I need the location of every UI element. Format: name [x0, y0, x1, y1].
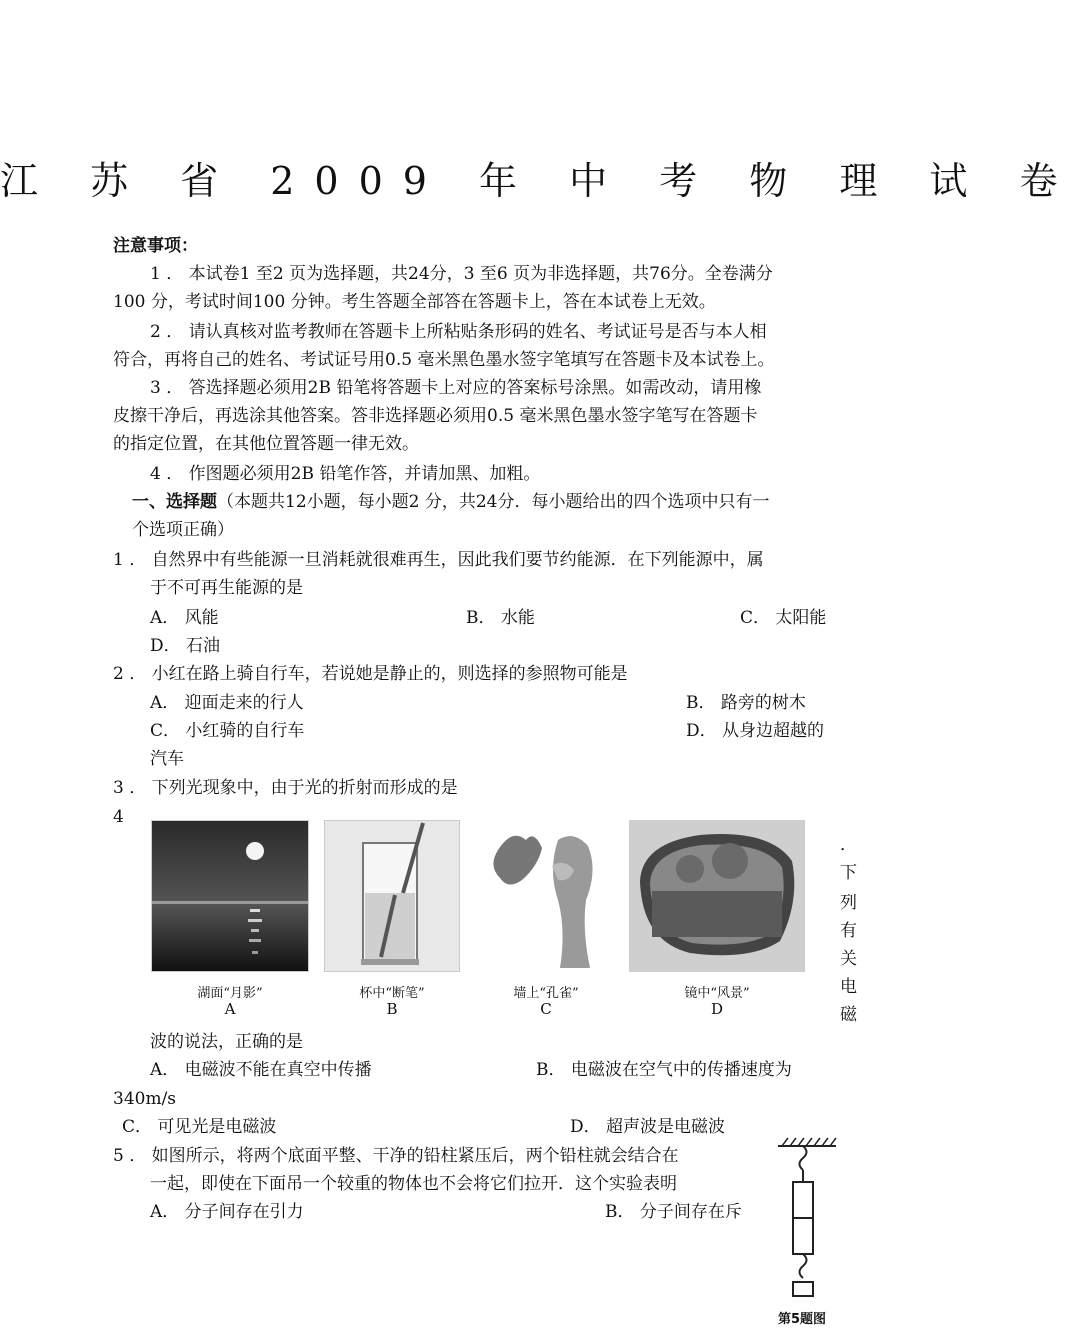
- q4-vertical-char: 关: [840, 949, 857, 969]
- notice-line: 1 ． 本试卷1 至2 页为选择题，共24分，3 至6 页为非选择题，共76分。全卷满分: [150, 264, 773, 284]
- section-desc-2: 个选项正确）: [132, 520, 234, 540]
- q3-label-a: A: [224, 1000, 236, 1018]
- q1-option-a: A． 风能: [150, 608, 219, 628]
- q5-option-b: B． 分子间存在斥: [605, 1202, 742, 1222]
- notice-line: 100 分，考试时间100 分钟。考生答题全部答在答题卡上，答在本试卷上无效。: [113, 292, 716, 312]
- q4-option-a: A． 电磁波不能在真空中传播: [150, 1060, 372, 1080]
- q2-option-d-cont: 汽车: [150, 749, 184, 769]
- q5-figure-lead-cylinders: [776, 1136, 838, 1304]
- image-glass-pen: [324, 820, 460, 972]
- notice-heading: 注意事项：: [113, 236, 198, 256]
- q4-option-d: D． 超声波是电磁波: [570, 1117, 726, 1137]
- image-lake-moon: [151, 820, 309, 972]
- notice-line: 4 ． 作图题必须用2B 铅笔作答，并请加黑、加粗。: [150, 464, 541, 484]
- q2-option-c: C． 小红骑的自行车: [150, 721, 305, 741]
- notice-line: 3 ． 答选择题必须用2B 铅笔将答题卡上对应的答案标号涂黑。如需改动，请用橡: [150, 378, 762, 398]
- q4-option-b-cont: 340m/s: [113, 1089, 177, 1109]
- q4-vertical-char: 有: [840, 921, 857, 941]
- image-car-mirror: [629, 820, 805, 972]
- q3-label-c: C: [540, 1000, 552, 1018]
- q4-vertical-char: 下: [840, 863, 857, 883]
- q4-vertical-char: 电: [840, 977, 857, 997]
- q1-stem-2: 于不可再生能源的是: [150, 578, 303, 598]
- notice-line: 2 ． 请认真核对监考教师在答题卡上所粘贴条形码的姓名、考试证号是否与本人相: [150, 322, 767, 342]
- page-title: 江 苏 省 2009 年 中 考 物 理 试 卷: [0, 159, 1078, 203]
- q3-caption-d: 镜中“风景”: [684, 986, 750, 1001]
- notice-line: 符合，再将自己的姓名、考试证号用0.5 毫米黑色墨水签字笔填写在答题卡及本试卷上。: [113, 350, 775, 370]
- q4-vertical-char: 磁: [840, 1005, 857, 1025]
- section-heading: [132, 488, 769, 516]
- q5-stem-2: 一起，即使在下面吊一个较重的物体也不会将它们拉开．这个实验表明: [150, 1174, 677, 1194]
- section-desc: （本题共12小题，每小题2 分，共24分．每小题给出的四个选项中只有一: [217, 492, 770, 512]
- q1-option-d: D． 石油: [150, 636, 221, 656]
- q2-stem: 2 ． 小红在路上骑自行车，若说她是静止的，则选择的参照物可能是: [113, 664, 628, 684]
- q3-label-d: D: [710, 1000, 724, 1018]
- q2-option-d: D． 从身边超越的: [686, 721, 825, 741]
- q4-option-c: C． 可见光是电磁波: [122, 1117, 277, 1137]
- q5-stem: 5 ． 如图所示，将两个底面平整、干净的铅柱紧压后，两个铅柱就会结合在: [113, 1146, 679, 1166]
- q2-option-a: A． 迎面走来的行人: [150, 693, 304, 713]
- q3-label-b: B: [386, 1000, 398, 1018]
- image-hand-shadow: [478, 820, 614, 972]
- q4-vertical-char: 列: [840, 893, 857, 913]
- q5-figure-caption: 第5题图: [778, 1312, 827, 1327]
- q4-option-b: B． 电磁波在空气中的传播速度为: [536, 1060, 792, 1080]
- section-title: 一、选择题: [132, 492, 217, 512]
- notice-line: 的指定位置，在其他位置答题一律无效。: [113, 434, 419, 454]
- q3-caption-c: 墙上“孔雀”: [513, 986, 579, 1001]
- q4-number: 4: [113, 807, 124, 827]
- q1-option-c: C． 太阳能: [740, 608, 827, 628]
- q1-stem: 1 ． 自然界中有些能源一旦消耗就很难再生，因此我们要节约能源．在下列能源中，属: [113, 550, 764, 570]
- q3-caption-b: 杯中“断笔”: [359, 986, 425, 1001]
- q3-caption-a: 湖面“月影”: [197, 986, 263, 1001]
- q5-option-a: A． 分子间存在引力: [150, 1202, 304, 1222]
- q3-stem: 3 ． 下列光现象中，由于光的折射而形成的是: [113, 778, 458, 798]
- q2-option-b: B． 路旁的树木: [686, 693, 806, 713]
- notice-line: 皮擦干净后，再选涂其他答案。答非选择题必须用0.5 毫米黑色墨水签字笔写在答题卡: [113, 406, 758, 426]
- q1-option-b: B． 水能: [466, 608, 535, 628]
- q4-vertical-char: ．: [840, 835, 857, 855]
- q4-stem: 波的说法，正确的是: [150, 1032, 303, 1052]
